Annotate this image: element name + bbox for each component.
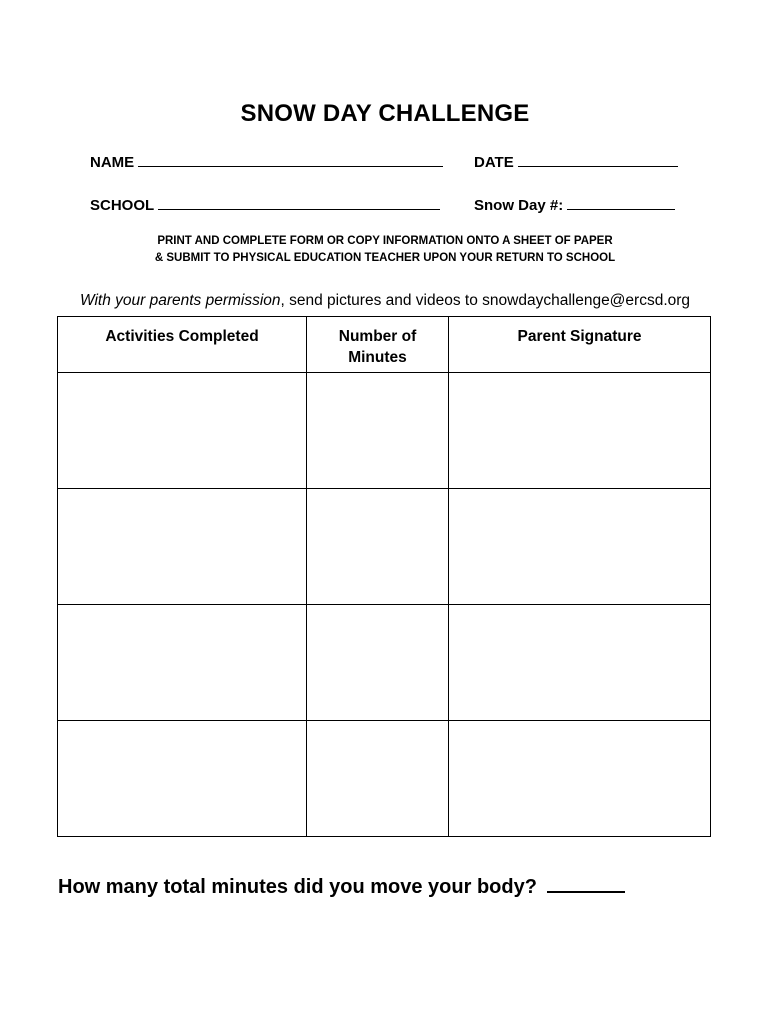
permission-note: [0, 292, 770, 310]
signature-cell[interactable]: [449, 373, 711, 489]
snow-day-number-field[interactable]: [474, 195, 675, 214]
header-minutes-line-2: Minutes: [348, 349, 407, 366]
minutes-cell[interactable]: [307, 373, 449, 489]
table-header-row: [58, 317, 711, 373]
date-field[interactable]: [474, 152, 678, 171]
name-field[interactable]: [90, 152, 443, 171]
activity-cell[interactable]: [58, 605, 307, 721]
instructions-line-1: PRINT AND COMPLETE FORM OR COPY INFORMATION ONTO A SHEET OF PAPER: [157, 235, 613, 247]
snow-day-label: Snow Day #:: [474, 197, 564, 214]
activity-cell[interactable]: [58, 373, 307, 489]
activity-cell[interactable]: [58, 489, 307, 605]
name-blank-line[interactable]: [138, 152, 443, 167]
minutes-cell[interactable]: [307, 489, 449, 605]
school-field[interactable]: [90, 195, 440, 214]
total-minutes-question: [58, 873, 625, 899]
snow-day-blank-line[interactable]: [567, 195, 675, 210]
signature-cell[interactable]: [449, 605, 711, 721]
header-minutes-line-1: Number of: [338, 328, 417, 345]
permission-italic: With your parents permission: [79, 292, 281, 309]
minutes-cell[interactable]: [307, 605, 449, 721]
instructions-line-2: & SUBMIT TO PHYSICAL EDUCATION TEACHER UPON YOUR RETURN TO SCHOOL: [154, 252, 616, 264]
date-label: DATE: [474, 154, 514, 171]
minutes-cell[interactable]: [307, 721, 449, 837]
header-activities-completed: Activities Completed: [58, 317, 307, 373]
activity-log-table: [57, 316, 711, 837]
header-parent-signature: Parent Signature: [449, 317, 711, 373]
total-minutes-blank-line[interactable]: [547, 873, 625, 893]
signature-cell[interactable]: [449, 489, 711, 605]
school-blank-line[interactable]: [158, 195, 440, 210]
table-row: [58, 489, 711, 605]
page-title: SNOW DAY CHALLENGE: [240, 100, 530, 127]
date-blank-line[interactable]: [518, 152, 678, 167]
activity-cell[interactable]: [58, 721, 307, 837]
school-label: SCHOOL: [90, 197, 155, 214]
name-label: NAME: [90, 154, 135, 171]
header-number-of-minutes: [307, 317, 449, 373]
table-row: [58, 721, 711, 837]
total-question-text: How many total minutes did you move your body?: [58, 876, 537, 898]
instructions: [0, 233, 770, 267]
signature-cell[interactable]: [449, 721, 711, 837]
table-row: [58, 605, 711, 721]
table-row: [58, 373, 711, 489]
permission-rest: , send pictures and videos to snowdaychallenge@ercsd.org: [280, 292, 691, 309]
